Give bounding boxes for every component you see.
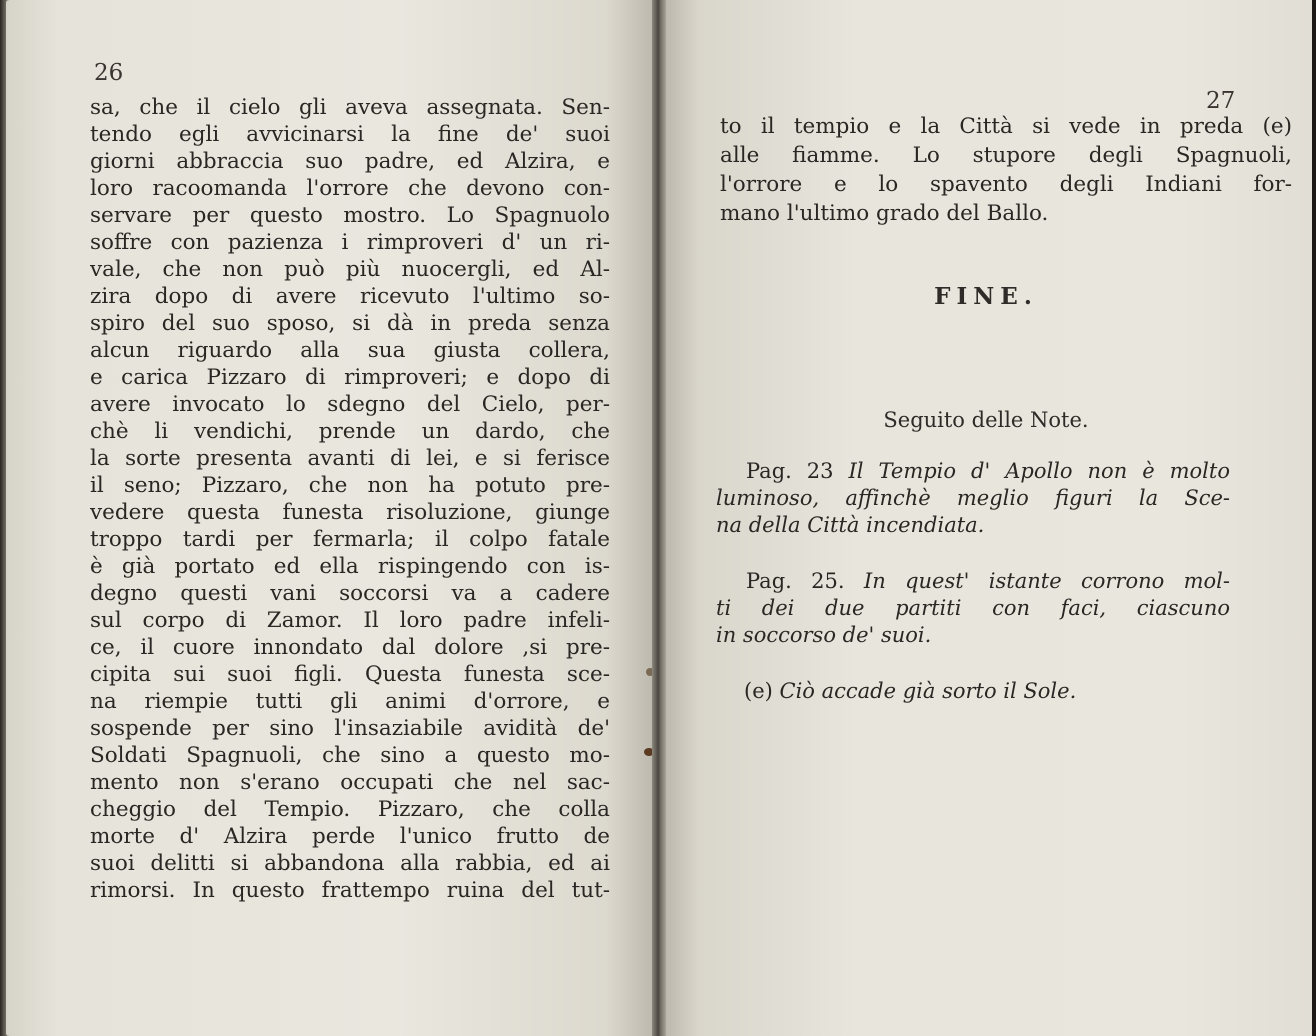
note-e <box>744 678 1258 705</box>
note-text: Ciò accade già sorto il Sole. <box>779 679 1077 703</box>
right-page <box>660 0 1312 1036</box>
text-line: loro racoomanda l'orrore che devono con- <box>90 176 610 201</box>
text-line: il seno; Pizzaro, che non ha potuto pre- <box>90 473 610 498</box>
note-pag-23 <box>716 458 1230 539</box>
text-line: rimorsi. In questo frattempo ruina del tut- <box>90 878 610 903</box>
note-line <box>716 458 1230 485</box>
text-line: zira dopo di avere ricevuto l'ultimo so- <box>90 284 610 309</box>
text-line: la sorte presenta avanti di lei, e si ferisce <box>90 446 610 471</box>
text-line: e carica Pizzaro di rimproveri; e dopo di <box>90 365 610 390</box>
note-pag-25 <box>716 568 1230 649</box>
text-line: servare per questo mostro. Lo Spagnuolo <box>90 203 610 228</box>
note-line <box>744 678 1258 705</box>
text-line: cheggio del Tempio. Pizzaro, che colla <box>90 797 610 822</box>
text-line: troppo tardi per fermarla; il colpo fatale <box>90 527 610 552</box>
text-line: alle fiamme. Lo stupore degli Spagnuoli, <box>720 143 1292 168</box>
text-line: avere invocato lo sdegno del Cielo, per- <box>90 392 610 417</box>
text-line: na riempie tutti gli animi d'orrore, e <box>90 689 610 714</box>
page-number-left: 26 <box>94 60 124 86</box>
note-line <box>716 485 1230 512</box>
text-line: spiro del suo sposo, si dà in preda senza <box>90 311 610 336</box>
notes-heading: Seguito delle Note. <box>883 408 1089 432</box>
text-line: degno questi vani soccorsi va a cadere <box>90 581 610 606</box>
note-ref: (e) <box>744 679 773 703</box>
text-line: alcun riguardo alla sua giusta collera, <box>90 338 610 363</box>
note-ref: Pag. 25. <box>746 569 845 593</box>
text-line: giorni abbraccia suo padre, ed Alzira, e <box>90 149 610 174</box>
fine-heading: FINE. <box>934 283 1038 310</box>
note-text: na della Città incendiata. <box>716 513 985 537</box>
text-line: morte d' Alzira perde l'unico frutto de <box>90 824 610 849</box>
text-line: è già portato ed ella rispingendo con is- <box>90 554 610 579</box>
text-line: tendo egli avvicinarsi la fine de' suoi <box>90 122 610 147</box>
left-page-text <box>90 94 610 904</box>
text-line: chè li vendichi, prende un dardo, che <box>90 419 610 444</box>
left-page <box>6 0 658 1036</box>
text-line: mento non s'erano occupati che nel sac- <box>90 770 610 795</box>
note-text: In quest' istante corrono mol- <box>863 569 1230 593</box>
note-line <box>716 595 1230 622</box>
note-text: ti dei due partiti con faci, ciascuno <box>716 596 1230 620</box>
note-ref: Pag. 23 <box>746 459 834 483</box>
page-number-right: 27 <box>1206 88 1236 114</box>
text-line: cipita sui suoi figli. Questa funesta sce- <box>90 662 610 687</box>
text-line: vedere questa funesta risoluzione, giunge <box>90 500 610 525</box>
note-line <box>716 512 1230 539</box>
text-line: ce, il cuore innondato dal dolore ,si pre- <box>90 635 610 660</box>
text-line: mano l'ultimo grado del Ballo. <box>720 201 1049 226</box>
note-line <box>716 568 1230 595</box>
right-page-text <box>720 112 1292 228</box>
text-line: to il tempio e la Città si vede in preda (e) <box>720 114 1292 139</box>
note-text: Il Tempio d' Apollo non è molto <box>848 459 1230 483</box>
text-line: sa, che il cielo gli aveva assegnata. Sen- <box>90 95 610 120</box>
text-line: l'orrore e lo spavento degli Indiani for- <box>720 172 1292 197</box>
book-gutter <box>652 0 666 1036</box>
note-text: in soccorso de' suoi. <box>716 623 932 647</box>
text-line: sospende per sino l'insaziabile avidità de' <box>90 716 610 741</box>
text-line: sul corpo di Zamor. Il loro padre infeli- <box>90 608 610 633</box>
text-line: vale, che non può più nuocergli, ed Al- <box>90 257 610 282</box>
text-line: Soldati Spagnuoli, che sino a questo mo- <box>90 743 610 768</box>
note-line <box>716 622 1230 649</box>
text-line: suoi delitti si abbandona alla rabbia, ed ai <box>90 851 610 876</box>
text-line: soffre con pazienza i rimproveri d' un ri- <box>90 230 610 255</box>
note-text: luminoso, affinchè meglio figuri la Sce- <box>716 486 1230 510</box>
